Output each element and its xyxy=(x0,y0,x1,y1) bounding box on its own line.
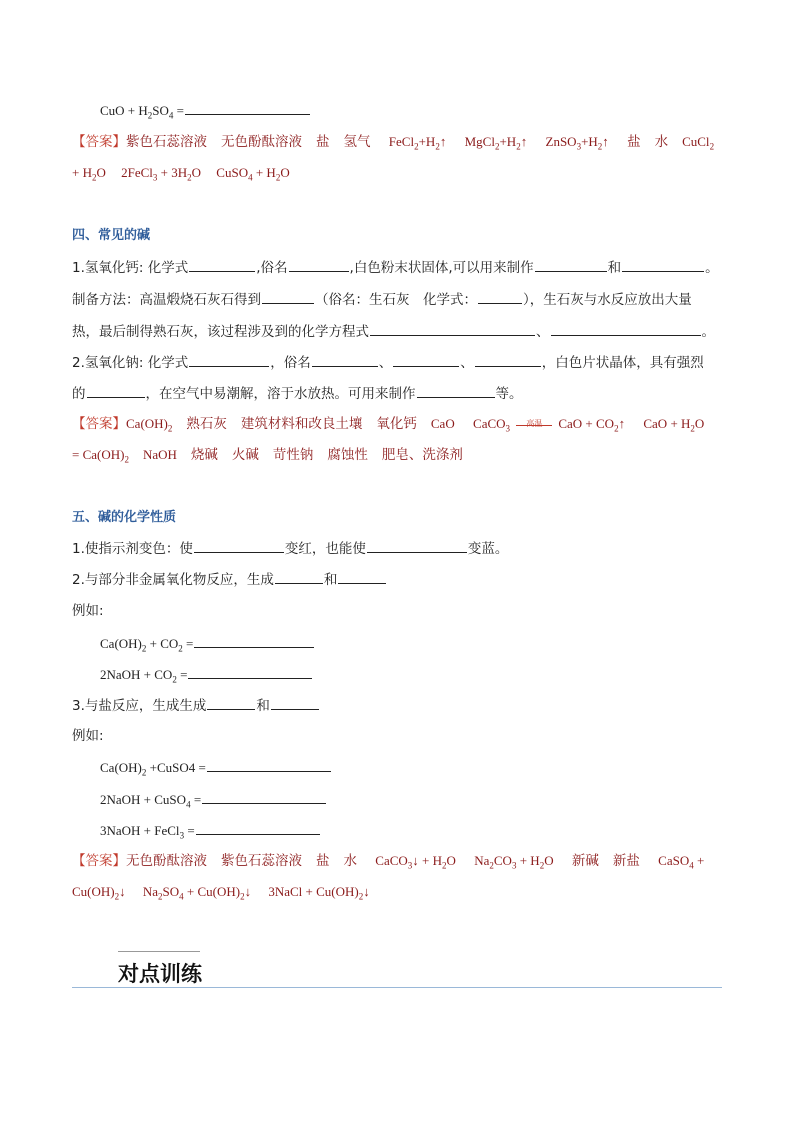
formula-caoh2-cuso4: $Ca(OH)_2$ +CuSO4 = xyxy=(100,757,332,778)
answer-blank[interactable] xyxy=(475,352,541,367)
answer-block-3-line2: $Cu(OH)_2↓$ $Na_2SO_4$ + $Cu(OH)_2↓$ 3NaCl + $Cu(OH)_2↓$ xyxy=(72,884,370,902)
answer-blank[interactable] xyxy=(196,820,320,835)
section-rule xyxy=(72,987,722,988)
answer-blank[interactable] xyxy=(189,257,255,272)
section-heading-base-properties: 五、碱的化学性质 xyxy=(72,510,177,525)
answer-blank[interactable] xyxy=(194,538,284,553)
high-temp-condition: 高温 xyxy=(514,414,554,434)
answer-block-1: 【答案】紫色石蕊溶液 无色酚酞溶液 盐 氢气 $FeCl_2+H_2↑$ $MgCl_2+H_2↑$ $ZnSO_3+H_2↑$ 盐 水 CuCl$_2$ xyxy=(72,134,715,152)
answer-blank[interactable] xyxy=(275,569,323,584)
answer-blank[interactable] xyxy=(312,352,378,367)
answer-blank[interactable] xyxy=(202,789,326,804)
answer-blank[interactable] xyxy=(551,321,701,336)
answer-blank[interactable] xyxy=(189,352,269,367)
formula-cuo-h2so4: CuO + $H_2SO_4$ = xyxy=(100,100,311,121)
example-label: 例如: xyxy=(72,603,104,619)
section-rule-top xyxy=(118,951,200,952)
calcium-hydroxide-line: 1.氢氧化钙: 化学式 ,俗名 ,白色粉末状固体,可以用来制作 和 。 xyxy=(72,257,719,278)
answer-blank[interactable] xyxy=(207,757,331,772)
section-heading-bases: 四、常见的碱 xyxy=(72,228,151,243)
nonmetal-oxide-line: 2.与部分非金属氧化物反应，生成 和 xyxy=(72,569,387,590)
answer-blank[interactable] xyxy=(338,569,386,584)
answer-block-2: 【答案】$Ca(OH)_2$ 熟石灰 建筑材料和改良土壤 氧化钙 CaO CaCO$_3$ 高温 CaO + $CO_2↑$ CaO + $H_2O$ xyxy=(72,416,705,434)
formula-naoh-cuso4: 2NaOH + CuSO$_4$ = xyxy=(100,789,327,810)
answer-blank[interactable] xyxy=(478,289,522,304)
indicator-line: 1.使指示剂变色：使 变红，也能使 变蓝。 xyxy=(72,538,508,559)
answer-tag: 【答案】 xyxy=(72,416,126,432)
answer-blank[interactable] xyxy=(87,383,145,398)
formula-naoh-fecl3: 3NaOH + FeCl$_3$ = xyxy=(100,820,321,841)
formula-caoh2-co2: $Ca(OH)_2 + CO_2$ = xyxy=(100,633,315,654)
salt-reaction-line: 3.与盐反应，生成生成 和 xyxy=(72,695,320,716)
answer-block-3: 【答案】无色酚酞溶液 紫色石蕊溶液 盐 水 CaCO$_3$↓ + $H_2O$ $Na_2CO_3 + H_2O$ 新碱 新盐 CaSO$_4$ + xyxy=(72,853,705,871)
answer-tag: 【答案】 xyxy=(72,134,126,150)
answer-blank[interactable] xyxy=(417,383,495,398)
answer-blank[interactable] xyxy=(188,664,312,679)
answer-blank[interactable] xyxy=(622,257,704,272)
answer-blank[interactable] xyxy=(289,257,349,272)
answer-blank[interactable] xyxy=(393,352,459,367)
answer-blank[interactable] xyxy=(367,538,467,553)
answer-blank[interactable] xyxy=(535,257,607,272)
answer-blank[interactable] xyxy=(262,289,314,304)
section-title-practice: 对点训练 xyxy=(118,962,202,986)
preparation-line: 制备方法：高温煅烧石灰石得到 （俗名：生石灰 化学式： ），生石灰与水反应放出大量 xyxy=(72,289,692,310)
sodium-hydroxide-line: 2.氢氧化钠: 化学式 ，俗名 、 、 ，白色片状晶体，具有强烈 xyxy=(72,352,704,373)
sodium-hydroxide-line-2: 的 ，在空气中易潮解，溶于水放热。可用来制作 等。 xyxy=(72,383,523,404)
answer-block-1-line2: + $H_2O$ 2FeCl$_3$ + $3H_2O$ CuSO$_4$ + $H_2O$ xyxy=(72,165,290,183)
answer-block-2-line2: = $Ca(OH)_2$ NaOH 烧碱 火碱 苛性钠 腐蚀性 肥皂、洗涤剂 xyxy=(72,447,463,465)
answer-blank[interactable] xyxy=(370,321,535,336)
formula-naoh-co2: 2NaOH + $CO_2$ = xyxy=(100,664,313,685)
answer-blank[interactable] xyxy=(185,100,310,115)
answer-blank[interactable] xyxy=(271,695,319,710)
answer-tag: 【答案】 xyxy=(72,853,126,869)
example-label: 例如: xyxy=(72,728,104,744)
answer-blank[interactable] xyxy=(207,695,255,710)
equation-line: 热，最后制得熟石灰，该过程涉及到的化学方程式 、 。 xyxy=(72,321,715,342)
answer-blank[interactable] xyxy=(194,633,314,648)
